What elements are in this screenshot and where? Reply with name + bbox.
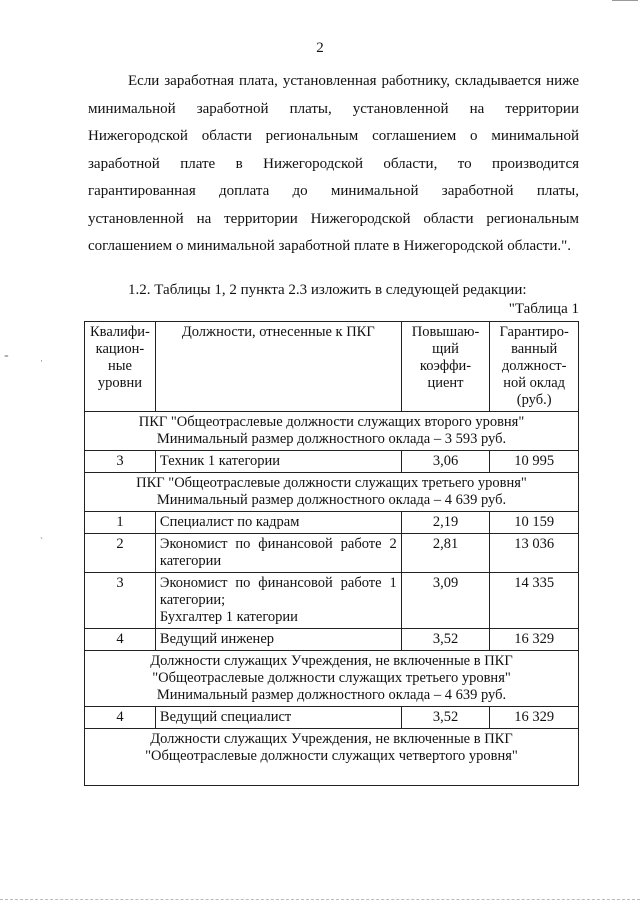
cell-salary: 16 329 — [490, 629, 579, 651]
group-title: ПКГ "Общеотраслевые должности служащих второго уровня" — [138, 414, 525, 430]
group-row — [85, 473, 579, 512]
cell-coefficient: 3,52 — [401, 707, 490, 729]
cell-coefficient: 3,52 — [401, 629, 490, 651]
cell-salary: 13 036 — [490, 534, 579, 573]
cell-position: Ведущий специалист — [155, 707, 401, 729]
group-title: "Общеотраслевые должности служащих четвертого уровня" — [145, 748, 518, 764]
cell-salary: 10 995 — [490, 451, 579, 473]
group-title: "Общеотраслевые должности служащих третьего уровня" — [152, 670, 511, 686]
table-row — [85, 707, 579, 729]
scan-mark: ` — [40, 536, 43, 546]
paragraph-table-amendment: 1.2. Таблицы 1, 2 пункта 2.3 изложить в следующей редакции: — [128, 282, 527, 298]
cell-level: 2 — [85, 534, 156, 573]
cell-salary: 16 329 — [490, 707, 579, 729]
table-row — [85, 534, 579, 573]
group-min-salary: Минимальный размер должностного оклада – 4 639 руб. — [156, 492, 507, 508]
cell-level: 3 — [85, 573, 156, 629]
cell-level: 3 — [85, 451, 156, 473]
group-min-salary: Минимальный размер должностного оклада – 3 593 руб. — [156, 431, 507, 447]
paragraph-guaranteed-payment: Если заработная плата, установленная работнику, складывается ниже минимальной заработной платы, установленной на территории Нижегородской области региональным соглашением о минимальной заработной плате в Нижегородской области, то производится гарантированная доплата до минимальной заработной платы, установленной на территории Нижегородской области региональным соглашением о минимальной заработной плате в Нижегородской области.". — [88, 73, 579, 254]
cell-level: 4 — [85, 707, 156, 729]
group-title: ПКГ "Общеотраслевые должности служащих третьего уровня" — [136, 475, 527, 491]
group-cell — [85, 412, 579, 451]
cell-level: 1 — [85, 512, 156, 534]
cell-coefficient: 3,09 — [401, 573, 490, 629]
group-title: Должности служащих Учреждения, не включенные в ПКГ — [150, 653, 513, 669]
cell-salary: 10 159 — [490, 512, 579, 534]
cell-coefficient: 2,81 — [401, 534, 490, 573]
top-edge-rule — [612, 0, 638, 2]
position-line: Бухгалтер 1 категории — [159, 609, 298, 625]
cell-salary: 14 335 — [490, 573, 579, 629]
group-row — [85, 651, 579, 707]
group-title: Должности служащих Учреждения, не включенные в ПКГ — [150, 731, 513, 747]
group-min-salary: Минимальный размер должностного оклада – 4 639 руб. — [156, 687, 507, 703]
table-row — [85, 512, 579, 534]
cell-level: 4 — [85, 629, 156, 651]
table-row — [85, 451, 579, 473]
cell-position: Экономист по финансовой работе 2 категории — [155, 534, 401, 573]
table-row — [85, 629, 579, 651]
cell-position: Ведущий инженер — [155, 629, 401, 651]
header-coefficient: Повышаю-щий коэффи-циент — [401, 322, 490, 412]
cell-position: Специалист по кадрам — [155, 512, 401, 534]
cell-position: Техник 1 категории — [155, 451, 401, 473]
table-row — [85, 573, 579, 629]
group-cell — [85, 473, 579, 512]
group-row — [85, 412, 579, 451]
table-header-row — [85, 322, 579, 412]
position-line: Экономист по финансовой работе 1 категории; — [159, 575, 397, 608]
group-cell — [85, 651, 579, 707]
table-caption: "Таблица 1 — [508, 301, 579, 317]
header-level: Квалифи-кацион-ные уровни — [85, 322, 156, 412]
header-salary: Гарантиро-ванный должност-ной оклад (руб.) — [490, 322, 579, 412]
header-position: Должности, отнесенные к ПКГ — [155, 322, 401, 412]
page-number: 2 — [316, 40, 324, 56]
group-row — [85, 729, 579, 786]
group-cell — [85, 729, 579, 786]
salary-table — [84, 321, 579, 786]
bottom-edge-rule — [0, 899, 640, 901]
cell-coefficient: 2,19 — [401, 512, 490, 534]
cell-position — [155, 573, 401, 629]
scan-mark: ⁼ — [4, 352, 9, 362]
scan-mark: · — [40, 356, 43, 366]
cell-coefficient: 3,06 — [401, 451, 490, 473]
